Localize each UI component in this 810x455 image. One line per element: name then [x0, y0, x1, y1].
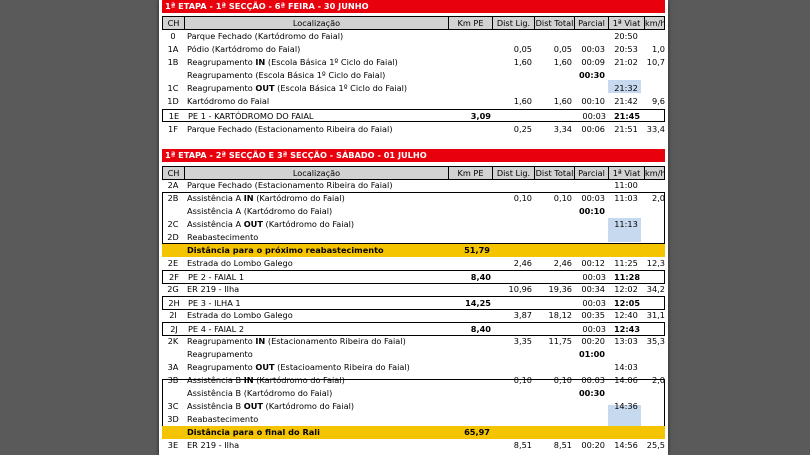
table-row [162, 309, 665, 322]
cell-via: 20:53 [614, 44, 638, 54]
loc-text: Reagrupamento [187, 362, 256, 372]
cell-par: 00:12 [581, 258, 605, 268]
table-row [162, 30, 665, 43]
cell-par: 00:03 [581, 375, 605, 385]
cell-via: 14:03 [614, 362, 638, 372]
cell-ch: 2A [167, 180, 179, 190]
cell-km: 51,79 [464, 245, 490, 255]
cell-par: 00:35 [581, 310, 605, 320]
header-dt: Dist Total [535, 18, 574, 28]
cell-via: 11:03 [614, 193, 638, 203]
loc-text: (Kartódromo do Faial) [253, 375, 345, 385]
cell-par: 00:30 [578, 388, 605, 398]
table-row [162, 179, 665, 192]
cell-ch: 3B [167, 375, 179, 385]
cell-kmh: 35,3 [646, 336, 665, 346]
header-par: Parcial [575, 167, 609, 179]
cell-dt: 0,10 [553, 375, 572, 385]
cell-par: 00:10 [581, 96, 605, 106]
cell-via: 12:40 [614, 310, 638, 320]
cell-dt: 1,60 [553, 96, 572, 106]
cell-loc: PE 1 - KARTÓDROMO DO FAIAL [188, 111, 314, 121]
cell-ch: 1C [167, 83, 179, 93]
loc-direction: OUT [243, 401, 263, 411]
cell-dl: 8,51 [513, 440, 532, 450]
cell-loc [187, 82, 407, 95]
cell-ch: 2K [167, 336, 179, 346]
cell-dt: 11,75 [548, 336, 572, 346]
loc-text: (Kartódromo do Faial) [253, 193, 345, 203]
cell-loc: Pódio (Kartódromo do Faial) [187, 44, 301, 54]
cell-via: 14:56 [614, 440, 638, 450]
cell-ch: 2B [167, 193, 179, 203]
cell-dt: 1,60 [553, 57, 572, 67]
cell-km: 14,25 [465, 298, 491, 308]
cell-par: 00:10 [578, 206, 605, 216]
cell-ch: 2C [167, 219, 179, 229]
cell-km: 8,40 [470, 324, 491, 334]
cell-dt: 0,10 [553, 193, 572, 203]
cell-loc: Distância para o próximo reabastecimento [187, 245, 384, 255]
table-header-2 [162, 166, 665, 180]
cell-dl: 3,87 [513, 310, 532, 320]
cell-ch: 1B [167, 57, 179, 67]
cell-loc: Kartódromo do Faial [187, 96, 270, 106]
table-row [162, 348, 665, 361]
cell-ch: 3A [167, 362, 179, 372]
table-row [162, 69, 665, 82]
cell-par: 01:00 [578, 349, 605, 359]
header-via: 1ª Viat [609, 167, 645, 179]
cell-loc: Parque Fechado (Estacionamento Ribeira do Faial) [187, 124, 393, 134]
table-row [162, 218, 665, 231]
header-dt: Dist Total [535, 168, 574, 178]
table-row [162, 270, 665, 284]
cell-par: 00:03 [582, 324, 606, 334]
cell-ch: 2F [169, 272, 179, 282]
loc-text: (Escola Básica 1º Ciclo do Faial) [274, 83, 408, 93]
loc-direction: IN [255, 336, 266, 346]
header-via: 1ª Viat [609, 17, 645, 29]
table-header-1 [162, 16, 665, 30]
cell-via: 20:50 [614, 31, 638, 41]
table-row [162, 439, 665, 452]
cell-loc [187, 218, 354, 231]
cell-ch: 3E [167, 440, 179, 450]
table-row [162, 335, 665, 348]
loc-direction: OUT [243, 219, 263, 229]
header-ch: CH [163, 17, 185, 29]
loc-text: Assistência B [187, 401, 244, 411]
cell-loc: Reagrupamento (Escola Básica 1º Ciclo do Faial) [187, 70, 386, 80]
cell-via: 11:00 [614, 180, 638, 190]
cell-ch: 2I [169, 310, 177, 320]
loc-text: Assistência A [187, 219, 244, 229]
table-row [162, 56, 665, 69]
table-row [162, 283, 665, 296]
loc-text: Assistência A [187, 193, 244, 203]
cell-via: 12:05 [613, 298, 641, 308]
cell-ch: 1F [168, 124, 178, 134]
loc-text: Reagrupamento [187, 57, 256, 67]
cell-kmh: 25,5 [646, 440, 665, 450]
loc-direction: IN [243, 193, 254, 203]
cell-kmh: 31,1 [646, 310, 665, 320]
cell-ch: 2H [168, 298, 180, 308]
cell-loc: Assistência A (Kartódromo do Faial) [187, 206, 333, 216]
cell-ch: 3D [167, 414, 179, 424]
loc-text: (Kartódromo do Faial) [262, 401, 355, 411]
cell-kmh: 10,7 [646, 57, 665, 67]
cell-ch: 2J [170, 324, 178, 334]
table-row [162, 192, 665, 205]
table-row [162, 244, 665, 257]
loc-direction: IN [255, 57, 266, 67]
cell-loc: ER 219 - Ilha [187, 440, 240, 450]
cell-via: 12:02 [614, 284, 638, 294]
header-ch: CH [163, 167, 185, 179]
cell-par: 00:34 [581, 284, 605, 294]
cell-loc [187, 400, 354, 413]
cell-loc [187, 56, 398, 69]
cell-via: 11:25 [614, 258, 638, 268]
section-title-1: 1ª ETAPA - 1ª SECÇÃO - 6ª FEIRA - 30 JUNHO [162, 0, 665, 13]
table-row [162, 109, 665, 122]
cell-par: 00:30 [578, 70, 605, 80]
table-row [162, 231, 665, 244]
cell-dt: 19,36 [548, 284, 572, 294]
cell-par: 00:03 [582, 272, 606, 282]
cell-ch: 1D [167, 96, 179, 106]
loc-text: (Kartódromo do Faial) [262, 219, 355, 229]
cell-loc: Assistência B (Kartódromo do Faial) [187, 388, 333, 398]
cell-kmh: 2,0 [651, 193, 665, 203]
cell-km: 8,40 [470, 272, 491, 282]
table-row [162, 43, 665, 56]
loc-direction: OUT [255, 83, 275, 93]
cell-ch: 1A [167, 44, 179, 54]
table-row [162, 123, 665, 136]
cell-loc: PE 4 - FAIAL 2 [188, 324, 245, 334]
header-km: Km PE [449, 167, 493, 179]
cell-ch: 2E [167, 258, 179, 268]
cell-loc: Estrada do Lombo Galego [187, 310, 293, 320]
cell-kmh: 34,2 [646, 284, 665, 294]
table-row [162, 95, 665, 108]
table-row [162, 257, 665, 270]
cell-dl: 0,10 [513, 193, 532, 203]
cell-par: 00:03 [582, 298, 606, 308]
cell-dt: 8,51 [553, 440, 572, 450]
cell-par: 00:20 [581, 336, 605, 346]
table-row [162, 322, 665, 336]
cell-kmh: 33,4 [646, 124, 665, 134]
cell-km: 65,97 [464, 427, 490, 437]
loc-text: Reagrupamento [187, 83, 256, 93]
loc-text: Assistência B [187, 375, 244, 385]
cell-dt: 2,46 [553, 258, 572, 268]
header-loc: Localização [185, 167, 449, 179]
cell-dl: 0,25 [513, 124, 532, 134]
table-row [162, 374, 665, 387]
header-dl: Dist Lig. [493, 17, 535, 29]
header-km: Km PE [449, 17, 493, 29]
cell-ch: 2D [167, 232, 179, 242]
table-row [162, 296, 665, 310]
header-par: Parcial [575, 17, 609, 29]
loc-text: Reagrupamento [187, 336, 256, 346]
table-row [162, 387, 665, 400]
cell-dl: 0,10 [513, 375, 532, 385]
header-loc: Localização [185, 17, 449, 29]
cell-par: 00:03 [582, 111, 606, 121]
cell-loc: ER 219 - Ilha [187, 284, 240, 294]
section-title-2: 1ª ETAPA - 2ª SECÇÃO E 3ª SECÇÃO - SÁBADO - 01 JULHO [162, 149, 665, 162]
loc-text: (Estacionamento Ribeira do Faial) [265, 336, 406, 346]
cell-kmh: 12,3 [646, 258, 665, 268]
header-kmh: km/h [645, 168, 666, 178]
cell-km: 3,09 [470, 111, 491, 121]
cell-via: 21:51 [614, 124, 638, 134]
cell-loc: Distância para o final do Rali [187, 427, 320, 437]
loc-text: (Escola Básica 1º Ciclo do Faial) [265, 57, 398, 67]
cell-via: 12:43 [613, 324, 641, 334]
cell-via: 14:36 [614, 401, 638, 411]
cell-via: 11:28 [613, 272, 641, 282]
cell-par: 00:03 [581, 44, 605, 54]
cell-dt: 18,12 [548, 310, 572, 320]
cell-dl: 3,35 [513, 336, 532, 346]
cell-kmh: 2,0 [651, 375, 665, 385]
cell-loc: Estrada do Lombo Galego [187, 258, 293, 268]
cell-dl: 1,60 [513, 96, 532, 106]
cell-ch: 2G [167, 284, 179, 294]
cell-dl: 10,96 [508, 284, 532, 294]
cell-loc: Reabastecimento [187, 232, 259, 242]
cell-kmh: 1,0 [651, 44, 665, 54]
loc-direction: OUT [255, 362, 275, 372]
cell-dl: 1,60 [513, 57, 532, 67]
table-row [162, 413, 665, 426]
cell-par: 00:06 [581, 124, 605, 134]
table-row [162, 205, 665, 218]
cell-par: 00:20 [581, 440, 605, 450]
cell-via: 14:06 [614, 375, 638, 385]
cell-dt: 3,34 [553, 124, 572, 134]
loc-direction: IN [243, 375, 254, 385]
cell-via: 21:42 [614, 96, 638, 106]
cell-dl: 2,46 [513, 258, 532, 268]
table-row [162, 426, 665, 439]
cell-loc [187, 335, 406, 348]
cell-via: 11:13 [614, 219, 638, 229]
table-row [162, 361, 665, 374]
cell-dt: 0,05 [553, 44, 572, 54]
cell-loc [187, 192, 345, 205]
cell-dl: 0,05 [513, 44, 532, 54]
cell-loc: Reabastecimento [187, 414, 259, 424]
cell-kmh: 9,6 [651, 96, 665, 106]
cell-via: 21:45 [613, 111, 641, 121]
cell-loc: Parque Fechado (Estacionamento Ribeira do Faial) [187, 180, 393, 190]
table-row [162, 400, 665, 413]
document-page [159, 0, 668, 455]
header-dl: Dist Lig. [493, 167, 535, 179]
cell-ch: 1E [168, 111, 180, 121]
cell-loc [187, 361, 410, 374]
cell-via: 13:03 [614, 336, 638, 346]
cell-par: 00:03 [581, 193, 605, 203]
cell-loc: PE 3 - ILHA 1 [188, 298, 241, 308]
cell-via: 21:02 [614, 57, 638, 67]
cell-ch: 0 [170, 31, 176, 41]
cell-loc: Parque Fechado (Kartódromo do Faial) [187, 31, 344, 41]
table-row [162, 82, 665, 95]
cell-loc: PE 2 - FAIAL 1 [188, 272, 245, 282]
cell-via: 21:32 [614, 83, 638, 93]
cell-ch: 3C [167, 401, 179, 411]
cell-par: 00:09 [581, 57, 605, 67]
header-kmh: km/h [645, 18, 666, 28]
cell-loc [187, 374, 345, 387]
cell-loc: Reagrupamento [187, 349, 253, 359]
loc-text: (Estacioamento Ribeira do Faial) [274, 362, 410, 372]
